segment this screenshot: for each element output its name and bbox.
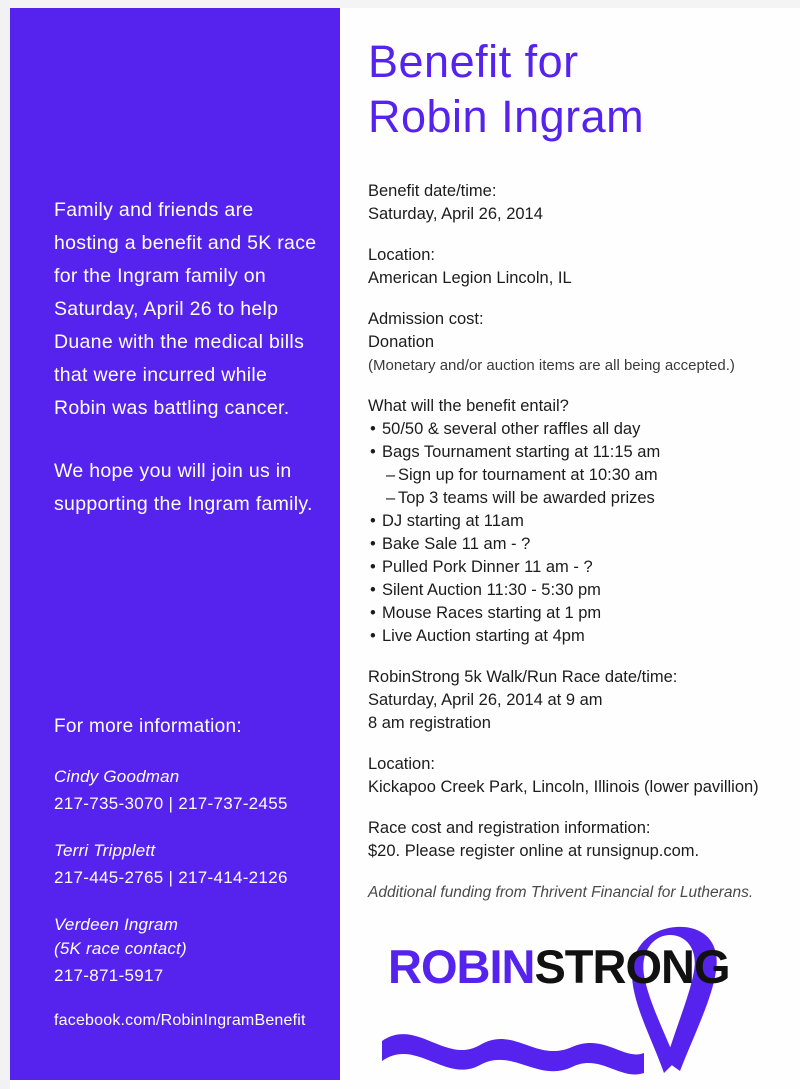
race-registration: 8 am registration [368, 714, 491, 732]
intro-line: medical bills that were [54, 331, 305, 386]
contact-heading: For more information: [54, 716, 242, 737]
list-item [368, 602, 796, 625]
race-location-value: Kickapoo Creek Park, Lincoln, Illinois (lower pavillion) [368, 778, 759, 796]
race-value: Saturday, April 26, 2014 at 9 am [368, 691, 603, 709]
list-item-label: Sign up for tournament at 10:30 am [398, 466, 658, 484]
contact-phone-verdeen-ingram[interactable]: 217-871-5917 [54, 966, 164, 985]
intro-line: hosting a benefit and 5K [54, 232, 272, 254]
benefit-datetime-label: Benefit date/time: [368, 182, 497, 200]
intro-line: incurred while Robin was [54, 364, 268, 419]
list-item-label: Mouse Races starting at 1 pm [382, 604, 602, 622]
list-item [368, 441, 796, 464]
entail-list [368, 418, 796, 648]
benefit-location-block [368, 244, 796, 290]
list-item [368, 418, 796, 441]
bullet-dot-icon: • [370, 558, 376, 576]
admission-note: (Monetary and/or auction items are all being accepted.) [368, 357, 735, 374]
contact-role-verdeen-ingram: (5K race contact) [54, 939, 187, 958]
admission-block [368, 308, 796, 377]
scan-edge-left [0, 0, 10, 1089]
intro-text-block [54, 194, 324, 521]
intro-line: We hope you will join [54, 460, 244, 482]
benefit-location-label: Location: [368, 246, 435, 264]
logo-word-robin: ROBIN [388, 940, 535, 993]
bullet-dot-icon: • [370, 512, 376, 530]
contact-information-block [54, 713, 334, 1033]
race-cost-block [368, 817, 796, 863]
logo-wordmark [388, 939, 730, 994]
benefit-entail-block [368, 395, 796, 648]
details-body [368, 180, 796, 922]
page-title-line-2: Robin Ingram [368, 91, 645, 142]
intro-line: us in supporting the [54, 460, 292, 515]
facebook-link[interactable]: facebook.com/RobinIngramBenefit [54, 1012, 306, 1029]
list-item [368, 533, 796, 556]
race-cost-label: Race cost and registration information: [368, 819, 651, 837]
list-item-label: Pulled Pork Dinner 11 am - ? [382, 558, 593, 576]
bullet-dot-icon: • [370, 604, 376, 622]
list-item-label: Bags Tournament starting at 11:15 am [382, 443, 661, 461]
list-item [368, 487, 796, 510]
list-item [368, 464, 796, 487]
intro-paragraph-2 [54, 455, 324, 521]
right-content-panel [366, 0, 796, 1089]
race-datetime-block [368, 666, 796, 735]
admission-value: Donation [368, 333, 435, 351]
intro-paragraph-1 [54, 194, 324, 425]
contact-name-cindy-goodman: Cindy Goodman [54, 767, 180, 786]
admission-label: Admission cost: [368, 310, 484, 328]
list-item [368, 625, 796, 648]
list-item-label: Silent Auction 11:30 - 5:30 pm [382, 581, 601, 599]
dash-icon: – [386, 466, 396, 484]
list-item-label: 50/50 & several other raffles all day [382, 420, 641, 438]
page-title-line-1: Benefit for [368, 36, 579, 87]
list-item-label: Live Auction starting at 4pm [382, 627, 585, 645]
intro-line: Ingram family. [187, 493, 313, 515]
funding-note: Additional funding from Thrivent Financial for Lutherans. [368, 884, 754, 901]
robinstrong-logo [376, 925, 796, 1075]
bullet-dot-icon: • [370, 535, 376, 553]
list-item-label: DJ starting at 11am [382, 512, 524, 530]
race-label: RobinStrong 5k Walk/Run Race date/time: [368, 668, 678, 686]
bullet-dot-icon: • [370, 420, 376, 438]
contact-phone-terri-tripplett[interactable]: 217-445-2765 | 217-414-2126 [54, 868, 288, 887]
benefit-datetime-value: Saturday, April 26, 2014 [368, 205, 543, 223]
intro-line: race for the Ingram family [54, 232, 317, 287]
contact-name-terri-tripplett: Terri Tripplett [54, 841, 156, 860]
intro-line: on Saturday, April 26 [54, 265, 267, 320]
list-item-label: Top 3 teams will be awarded prizes [398, 489, 655, 507]
logo-word-strong: STRONG [534, 940, 730, 993]
list-item-label: Bake Sale 11 am - ? [382, 535, 531, 553]
bullet-dot-icon: • [370, 443, 376, 461]
intro-line: battling cancer. [153, 397, 290, 419]
page-title [368, 34, 788, 144]
benefit-location-value: American Legion Lincoln, IL [368, 269, 572, 287]
intro-line: to help Duane with the [54, 298, 279, 353]
intro-line: Family and friends are [54, 199, 254, 221]
race-cost-value: $20. Please register online at runsignup.com. [368, 842, 700, 860]
race-location-block [368, 753, 796, 799]
race-location-label: Location: [368, 755, 435, 773]
left-purple-panel [10, 8, 340, 1080]
bullet-dot-icon: • [370, 581, 376, 599]
entail-label: What will the benefit entail? [368, 397, 569, 415]
contact-name-verdeen-ingram: Verdeen Ingram [54, 915, 179, 934]
list-item [368, 579, 796, 602]
contact-phone-cindy-goodman[interactable]: 217-735-3070 | 217-737-2455 [54, 794, 288, 813]
list-item [368, 556, 796, 579]
bullet-dot-icon: • [370, 627, 376, 645]
dash-icon: – [386, 489, 396, 507]
benefit-datetime-block [368, 180, 796, 226]
list-item [368, 510, 796, 533]
